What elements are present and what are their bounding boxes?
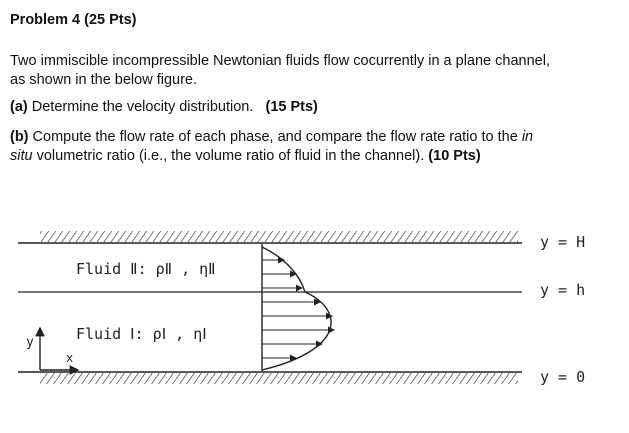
part-b-italic-situ: situ: [10, 148, 33, 164]
label-y-0: y = 0: [540, 368, 586, 386]
intro-line-2: as shown in the below figure.: [10, 72, 197, 88]
part-a: [10, 98, 620, 117]
part-a-points: (15 Pts): [265, 99, 318, 115]
channel-flow-figure: [0, 210, 629, 430]
part-b-points: (10 Pts): [428, 148, 481, 164]
part-b-text-2: volumetric ratio (i.e., the volume ratio of fluid in the channel).: [32, 148, 425, 164]
part-b: [10, 128, 620, 166]
part-a-label: (a): [10, 99, 28, 115]
coordinate-axes: [26, 328, 78, 370]
part-a-text: Determine the velocity distribution.: [27, 99, 254, 115]
problem-intro: [10, 52, 620, 90]
top-wall: [18, 231, 522, 243]
part-b-italic-in: in: [521, 129, 534, 145]
fluid-2-label: Fluid Ⅱ: ρⅡ , ηⅡ: [76, 260, 216, 278]
axis-x-label: x: [66, 351, 74, 365]
label-y-H: y = H: [540, 233, 586, 251]
channel-diagram: [0, 210, 629, 430]
problem-title: Problem 4 (25 Pts): [10, 12, 137, 28]
part-b-label: (b): [10, 129, 29, 145]
velocity-profile: [262, 244, 334, 371]
intro-line-1: Two immiscible incompressible Newtonian fluids flow cocurrently in a plane channel,: [10, 53, 550, 69]
fluid-1-label: Fluid Ⅰ: ρⅠ , ηⅠ: [76, 325, 207, 343]
part-b-text-1: Compute the flow rate of each phase, and compare the flow rate ratio to the: [28, 129, 522, 145]
bottom-wall: [18, 372, 522, 384]
label-y-h: y = h: [540, 281, 586, 299]
axis-y-label: y: [26, 335, 34, 350]
